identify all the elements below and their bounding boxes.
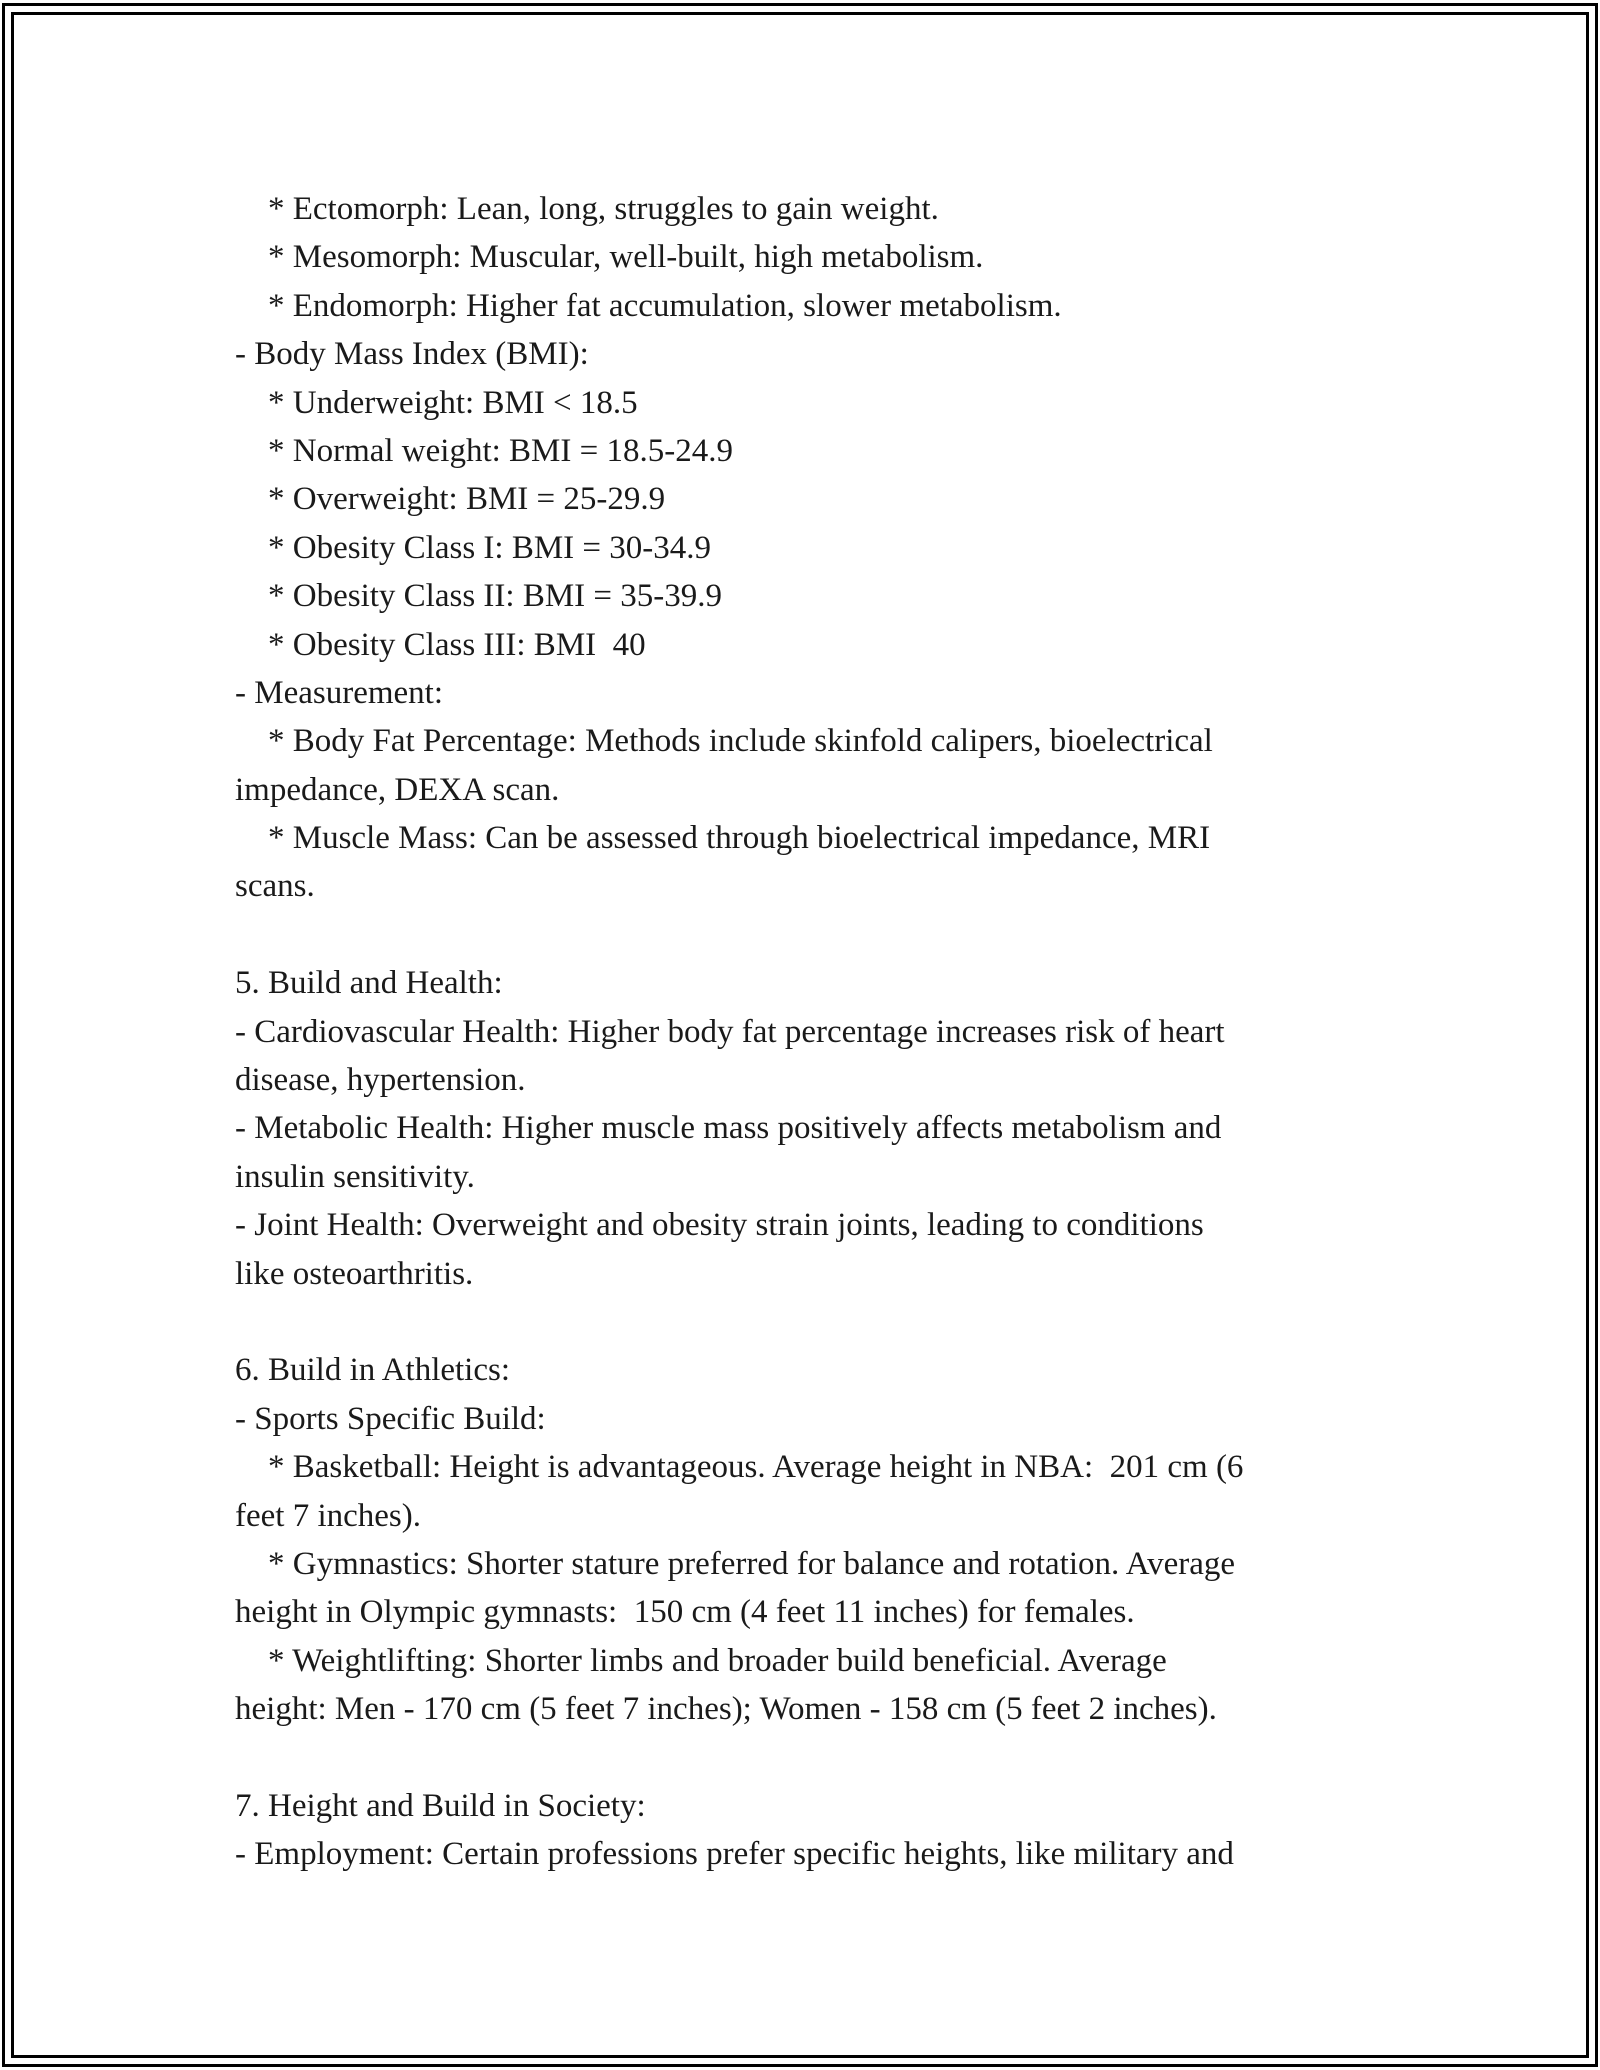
text-line: * Obesity Class III: BMI 40 bbox=[235, 626, 646, 663]
section-title: 5. Build and Health: bbox=[235, 965, 503, 1002]
blank-line bbox=[235, 911, 1375, 959]
text-line: height in Olympic gymnasts: 150 cm (4 feet 11 inches) for females. bbox=[235, 1594, 1135, 1631]
text-line: * Basketball: Height is advantageous. Average height in NBA: 201 cm (6 bbox=[235, 1449, 1244, 1486]
text-line: impedance, DEXA scan. bbox=[235, 771, 560, 808]
text-line: * Obesity Class I: BMI = 30-34.9 bbox=[235, 529, 712, 566]
text-line: insulin sensitivity. bbox=[235, 1158, 475, 1195]
text-line: - Employment: Certain professions prefer specific heights, like military and bbox=[235, 1836, 1234, 1873]
text-line: * Endomorph: Higher fat accumulation, slower metabolism. bbox=[235, 287, 1062, 324]
blank-line bbox=[235, 1298, 1375, 1346]
text-line: * Overweight: BMI = 25-29.9 bbox=[235, 481, 666, 518]
text-line: height: Men - 170 cm (5 feet 7 inches); Women - 158 cm (5 feet 2 inches). bbox=[235, 1691, 1217, 1728]
text-line: * Muscle Mass: Can be assessed through bioelectrical impedance, MRI bbox=[235, 820, 1211, 857]
text-line: disease, hypertension. bbox=[235, 1062, 526, 1099]
text-line: - Cardiovascular Health: Higher body fat percentage increases risk of heart bbox=[235, 1013, 1225, 1050]
text-line: - Joint Health: Overweight and obesity strain joints, leading to conditions bbox=[235, 1207, 1204, 1244]
text-line: * Ectomorph: Lean, long, struggles to gain weight. bbox=[235, 191, 939, 227]
section-heading: - Measurement: bbox=[235, 674, 444, 711]
text-line: * Mesomorph: Muscular, well-built, high metabolism. bbox=[235, 239, 984, 276]
section-title: 7. Height and Build in Society: bbox=[235, 1787, 646, 1824]
text-line: * Obesity Class II: BMI = 35-39.9 bbox=[235, 578, 723, 615]
section-heading: - Body Mass Index (BMI): bbox=[235, 336, 589, 373]
text-line: feet 7 inches). bbox=[235, 1497, 421, 1534]
text-line: * Body Fat Percentage: Methods include skinfold calipers, bioelectrical bbox=[235, 723, 1213, 760]
section-heading: - Sports Specific Build: bbox=[235, 1400, 546, 1437]
blank-line bbox=[235, 1734, 1375, 1782]
text-line: scans. bbox=[235, 868, 315, 905]
text-line: - Metabolic Health: Higher muscle mass positively affects metabolism and bbox=[235, 1110, 1222, 1147]
section-title: 6. Build in Athletics: bbox=[235, 1352, 511, 1389]
text-line: * Gymnastics: Shorter stature preferred for balance and rotation. Average bbox=[235, 1545, 1236, 1582]
text-line: * Underweight: BMI < 18.5 bbox=[235, 384, 638, 421]
text-line: like osteoarthritis. bbox=[235, 1255, 474, 1292]
document-body bbox=[235, 185, 1375, 1879]
text-line: * Normal weight: BMI = 18.5-24.9 bbox=[235, 432, 733, 469]
text-line: * Weightlifting: Shorter limbs and broader build beneficial. Average bbox=[235, 1642, 1167, 1679]
